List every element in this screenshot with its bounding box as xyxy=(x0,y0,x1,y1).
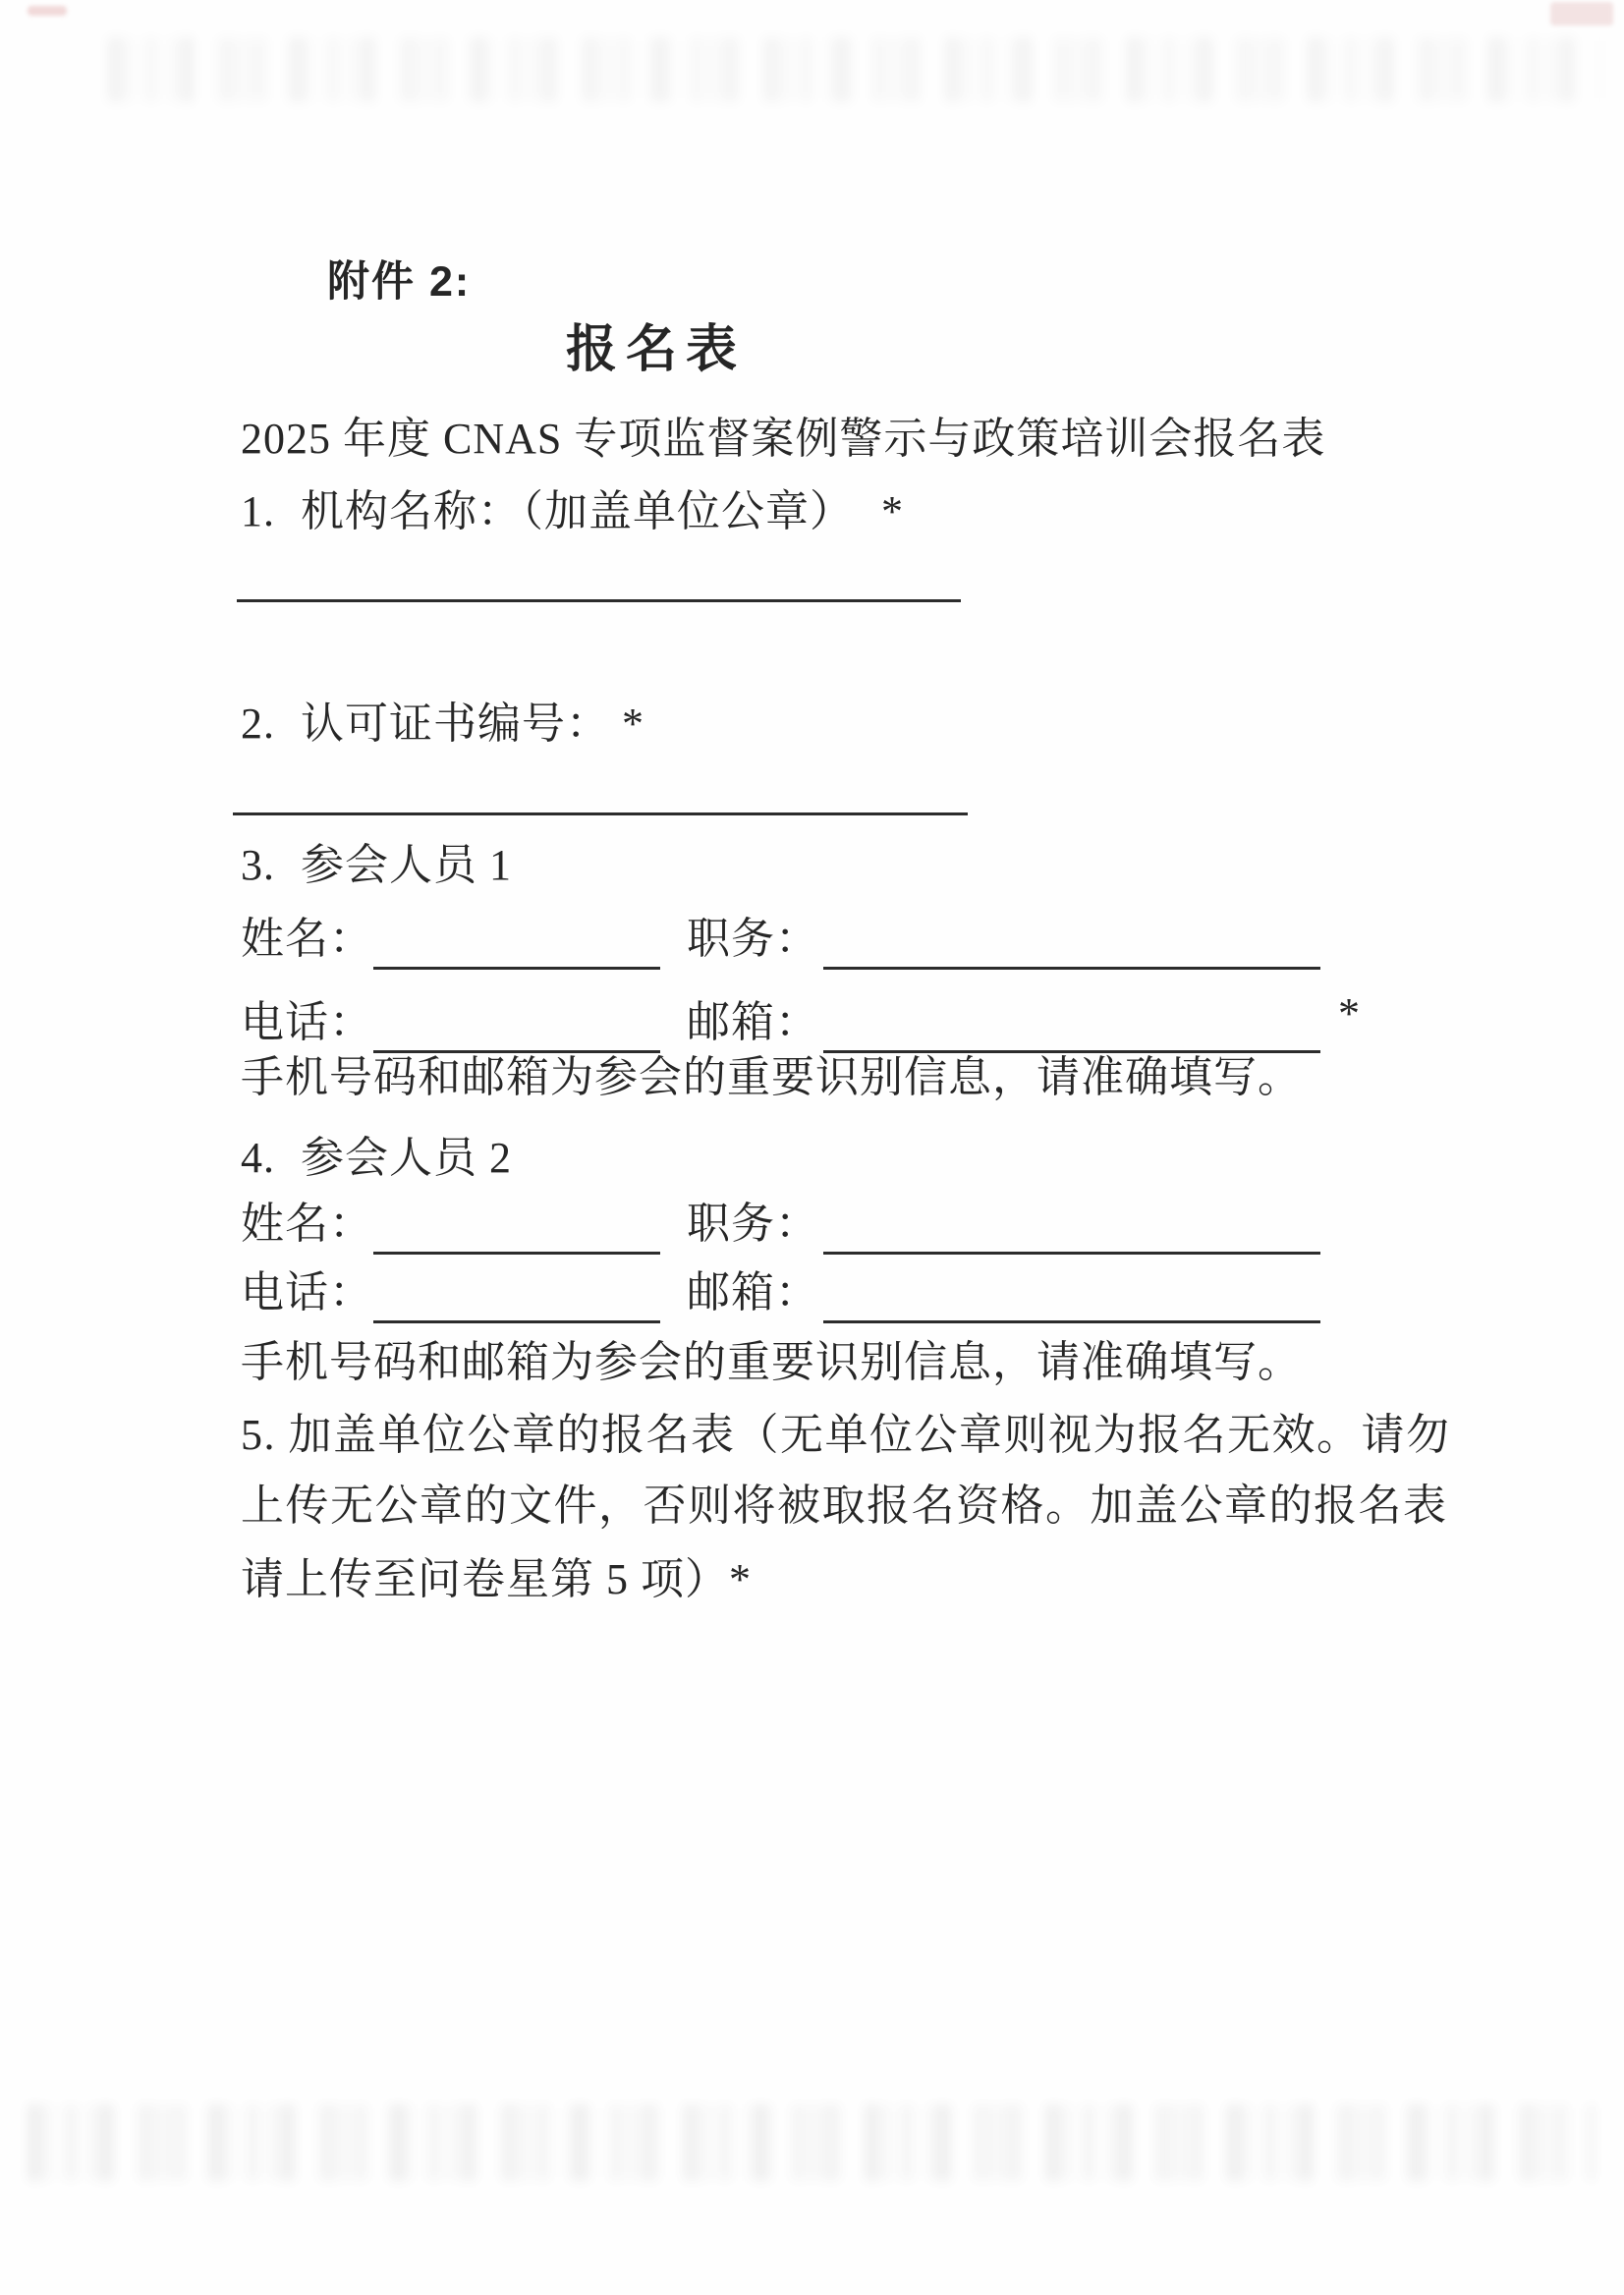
attendee1-email-blank xyxy=(823,1001,1320,1053)
cert-number-blank-line xyxy=(233,812,968,815)
attendee2-contact-row xyxy=(241,1268,1320,1316)
item-1-number: 1. xyxy=(241,487,275,535)
item-1-label: 机构名称：（加盖单位公章） xyxy=(301,487,854,535)
item-2-required-asterisk: * xyxy=(622,700,644,748)
item-3-number: 3. xyxy=(241,841,275,889)
attendee1-email-label: 邮箱： xyxy=(687,998,819,1046)
item-2-label: 认可证书编号： xyxy=(301,700,610,748)
attendee2-jobtitle-label: 职务： xyxy=(687,1200,819,1248)
scan-bleedthrough-bottom xyxy=(28,2104,1595,2181)
org-name-blank-line xyxy=(237,599,961,602)
form-title: 报名表 xyxy=(566,321,747,378)
scan-speck-top-left xyxy=(28,6,67,16)
form-subtitle: 2025 年度 CNAS 专项监督案例警示与政策培训会报名表 xyxy=(241,415,1326,463)
item-2-cert-number xyxy=(241,700,644,750)
attendee2-note: 手机号码和邮箱为参会的重要识别信息，请准确填写。 xyxy=(241,1338,1302,1386)
attendee2-jobtitle-blank xyxy=(823,1203,1320,1255)
attendee1-name-blank xyxy=(373,918,660,970)
attendee1-jobtitle-blank xyxy=(823,918,1320,970)
item-4-number: 4. xyxy=(241,1134,275,1182)
item-3-label: 参会人员 1 xyxy=(301,841,512,889)
attendee2-name-row xyxy=(241,1200,1320,1248)
attendee2-email-label: 邮箱： xyxy=(687,1268,819,1316)
item-4-attendee2-header xyxy=(241,1134,512,1184)
item-5-line-2: 上传无公章的文件，否则将被取报名资格。加盖公章的报名表 xyxy=(241,1482,1448,1530)
attendee1-contact-row xyxy=(241,988,1361,1044)
item-2-number: 2. xyxy=(241,700,275,748)
attendee2-name-label: 姓名： xyxy=(241,1200,373,1248)
attendee1-name-label: 姓名： xyxy=(241,915,373,963)
attendee1-note: 手机号码和邮箱为参会的重要识别信息，请准确填写。 xyxy=(241,1053,1302,1101)
item-1-required-asterisk: * xyxy=(881,487,904,535)
attendee1-jobtitle-label: 职务： xyxy=(687,915,819,963)
attendee1-email-required-asterisk: * xyxy=(1338,989,1361,1037)
attendee1-phone-blank xyxy=(373,1001,660,1053)
item-4-label: 参会人员 2 xyxy=(301,1134,512,1182)
item-5-line-3: 请上传至问卷星第 5 项）* xyxy=(241,1555,752,1603)
attendee1-name-row xyxy=(241,915,1320,963)
attendee2-phone-label: 电话： xyxy=(241,1268,373,1316)
attendee2-name-blank xyxy=(373,1203,660,1255)
item-3-attendee1-header xyxy=(241,841,512,891)
item-5-line-1: 5. 加盖单位公章的报名表（无单位公章则视为报名无效。请勿 xyxy=(241,1411,1451,1459)
attendee2-email-blank xyxy=(823,1271,1320,1323)
attendee2-phone-blank xyxy=(373,1271,660,1323)
scan-speck-top-right xyxy=(1550,2,1613,26)
item-1-org-name xyxy=(241,487,904,537)
attachment-label: 附件 2: xyxy=(327,258,472,306)
attendee1-phone-label: 电话： xyxy=(241,998,373,1046)
scan-bleedthrough-top xyxy=(108,37,1601,102)
